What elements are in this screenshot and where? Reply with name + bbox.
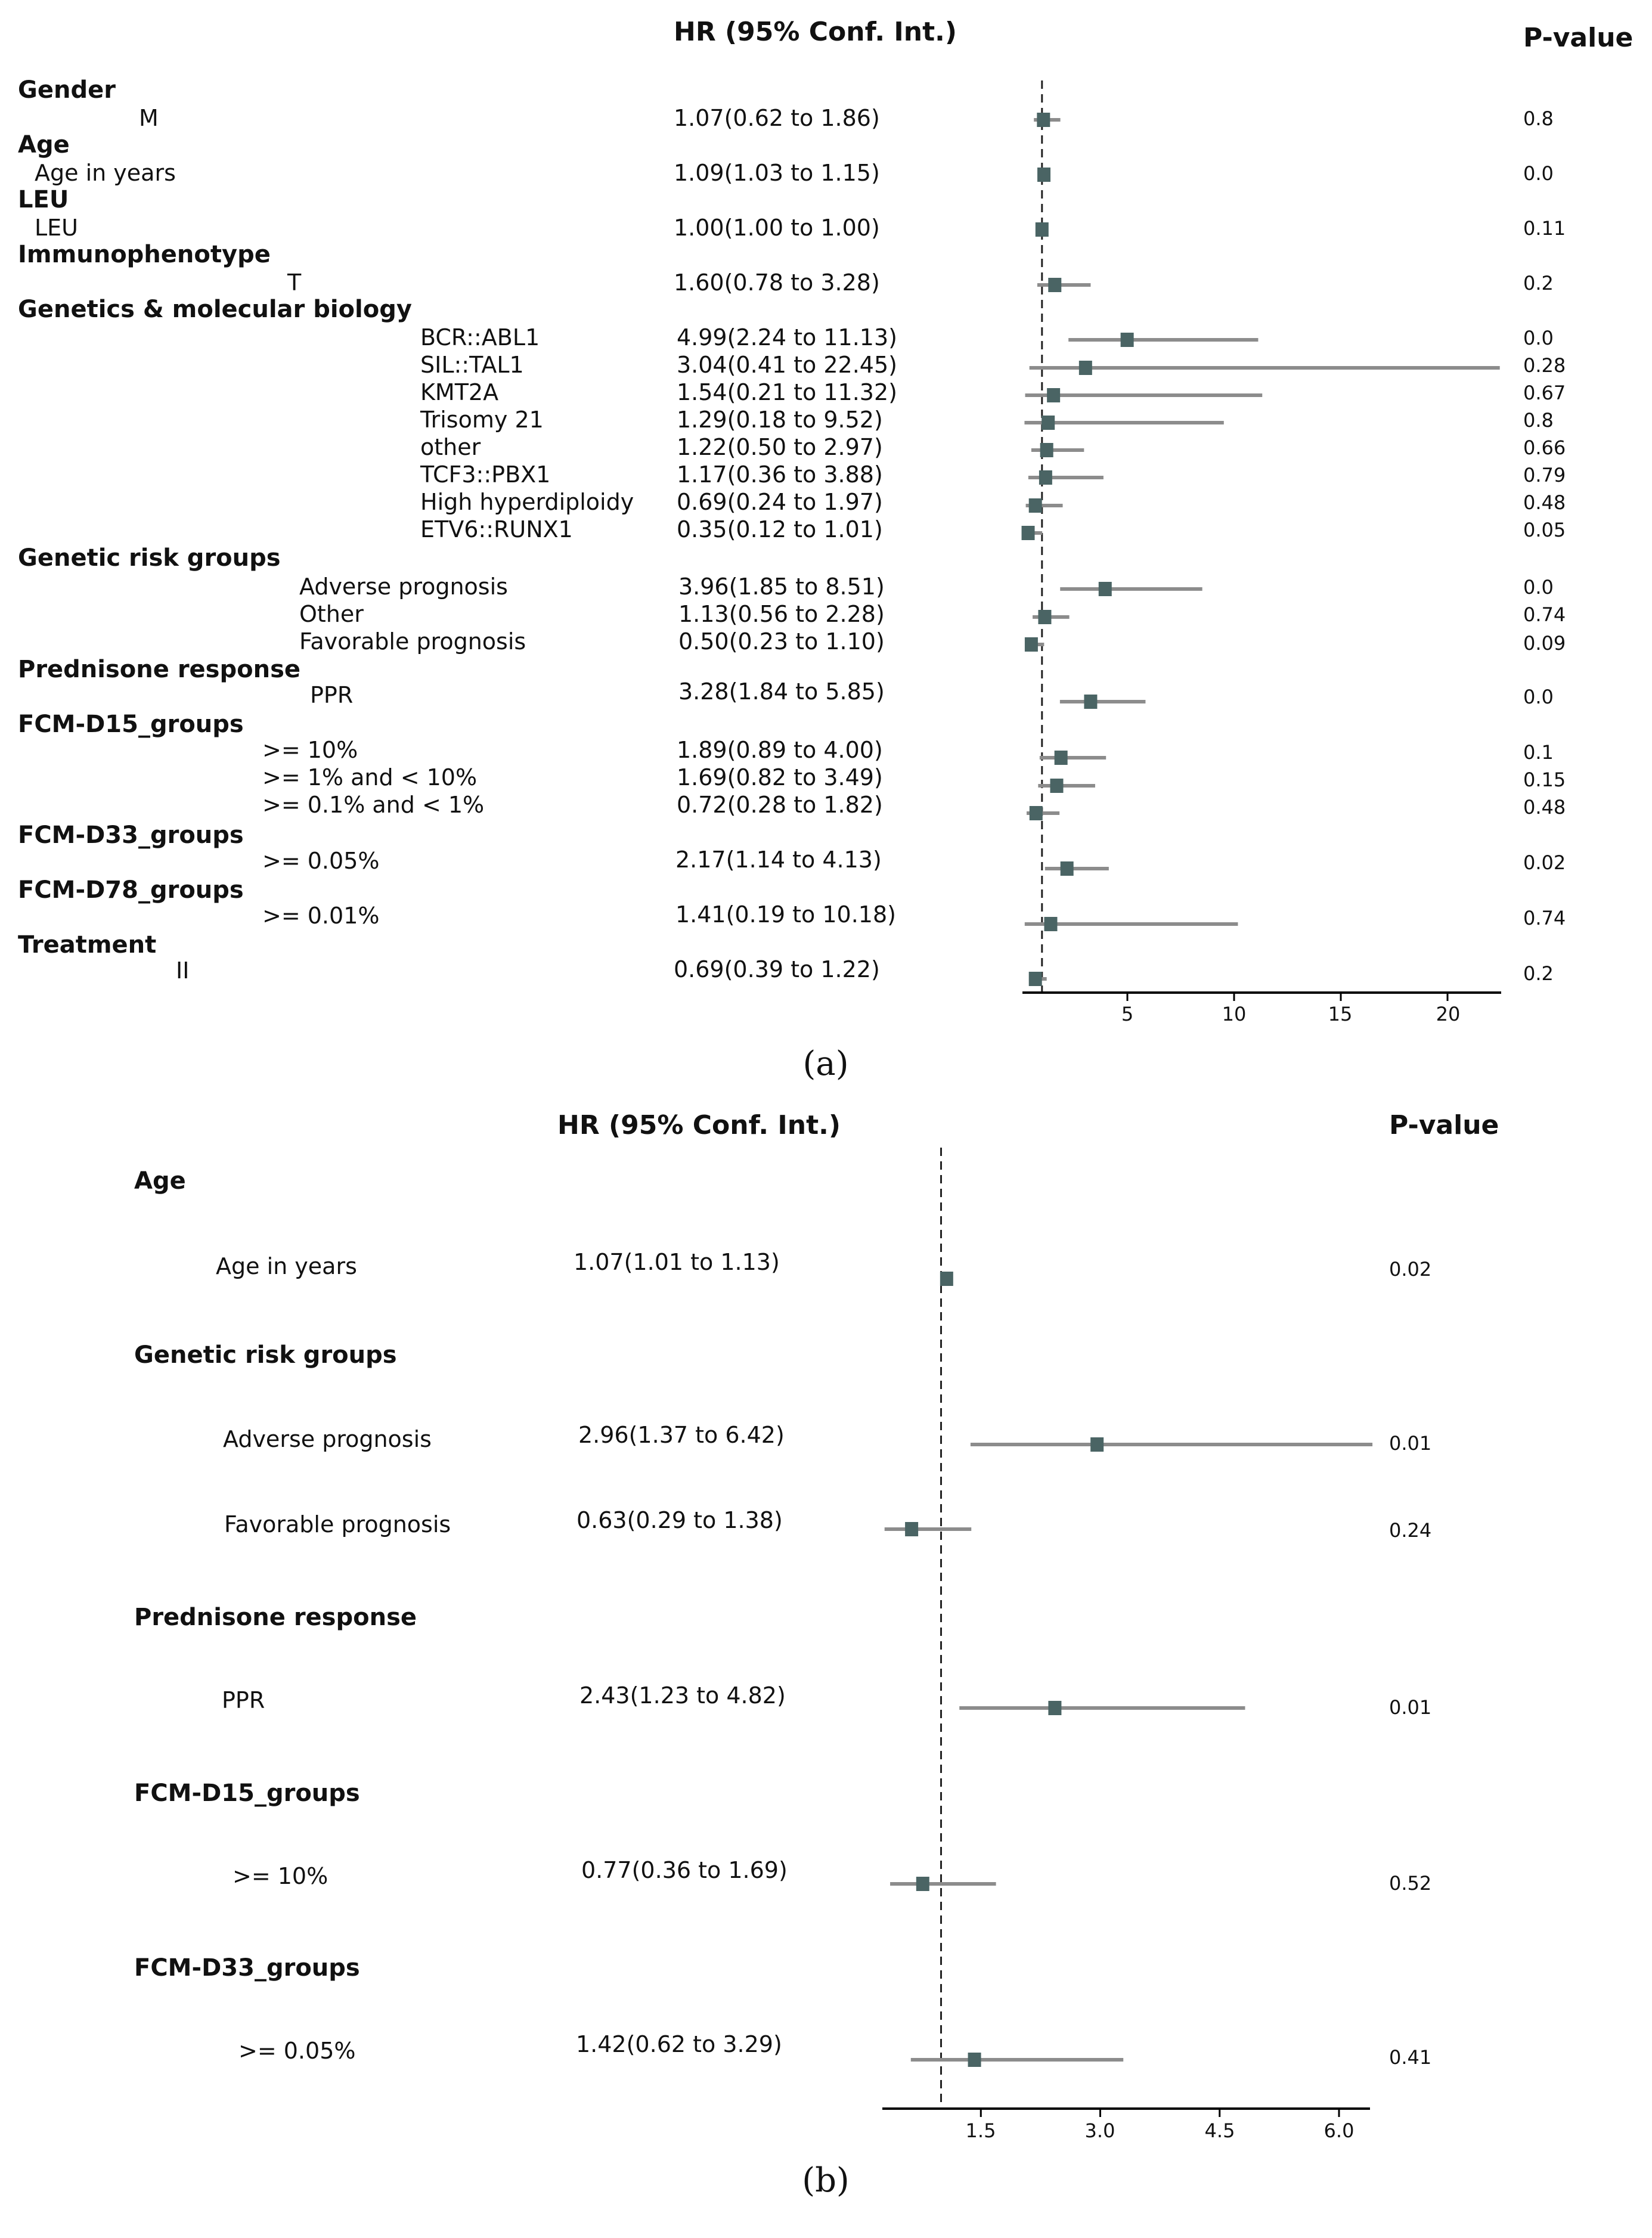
p-value: 0.66 bbox=[1523, 436, 1566, 459]
x-tick-label: 20 bbox=[1436, 1003, 1461, 1025]
row-label: >= 0.05% bbox=[238, 2038, 356, 2064]
row-label: >= 10% bbox=[262, 737, 358, 763]
row-label: T bbox=[287, 269, 302, 296]
hr-value: 2.43(1.23 to 4.82) bbox=[579, 1682, 786, 1709]
hr-value: 0.77(0.36 to 1.69) bbox=[581, 1857, 788, 1883]
row-label: ETV6::RUNX1 bbox=[420, 516, 573, 543]
hr-value: 1.29(0.18 to 9.52) bbox=[677, 407, 883, 433]
row-label: KMT2A bbox=[420, 379, 499, 405]
p-value: 0.67 bbox=[1523, 382, 1566, 404]
group-header: Age bbox=[18, 131, 70, 159]
hr-value: 3.28(1.84 to 5.85) bbox=[678, 678, 885, 705]
hr-value: 1.60(0.78 to 3.28) bbox=[674, 269, 880, 296]
forest-row-marker bbox=[911, 2053, 1123, 2067]
p-value: 0.2 bbox=[1523, 962, 1554, 985]
hr-value: 1.54(0.21 to 11.32) bbox=[677, 379, 897, 405]
hr-value: 1.07(0.62 to 1.86) bbox=[674, 105, 880, 131]
hr-value: 0.69(0.24 to 1.97) bbox=[677, 489, 883, 515]
row-label: BCR::ABL1 bbox=[420, 324, 540, 351]
hr-value: 4.99(2.24 to 11.13) bbox=[677, 324, 897, 351]
hr-value: 0.50(0.23 to 1.10) bbox=[678, 628, 885, 655]
x-tick-label: 15 bbox=[1328, 1003, 1353, 1025]
pvalue-column-header: P-value bbox=[1523, 23, 1634, 53]
row-label: PPR bbox=[222, 1687, 265, 1713]
hr-value: 1.09(1.03 to 1.15) bbox=[674, 160, 880, 186]
forest-row-marker bbox=[885, 1522, 972, 1536]
p-value: 0.11 bbox=[1523, 217, 1566, 240]
row-label: High hyperdiploidy bbox=[420, 489, 634, 515]
row-label: Trisomy 21 bbox=[420, 407, 544, 433]
row-label: Favorable prognosis bbox=[299, 628, 526, 655]
hr-column-header: HR (95% Conf. Int.) bbox=[557, 1110, 841, 1140]
p-value: 0.74 bbox=[1523, 603, 1566, 626]
row-label: >= 1% and < 10% bbox=[262, 764, 478, 791]
p-value: 0.79 bbox=[1523, 464, 1566, 486]
hazard-ratio-marker bbox=[940, 1272, 953, 1286]
hr-value: 0.63(0.29 to 1.38) bbox=[577, 1507, 783, 1533]
p-value: 0.0 bbox=[1523, 686, 1554, 708]
p-value: 0.48 bbox=[1523, 796, 1566, 819]
x-tick-label: 6.0 bbox=[1324, 2119, 1355, 2142]
hr-value: 1.17(0.36 to 3.88) bbox=[677, 461, 883, 488]
hr-value: 1.69(0.82 to 3.49) bbox=[677, 764, 883, 791]
group-header: Treatment bbox=[18, 931, 157, 959]
group-header: FCM-D33_groups bbox=[134, 1954, 360, 1982]
group-header: Gender bbox=[18, 76, 116, 104]
row-label: Age in years bbox=[35, 160, 176, 186]
hr-value: 1.41(0.19 to 10.18) bbox=[675, 901, 896, 928]
p-value: 0.01 bbox=[1389, 1432, 1432, 1455]
panel-caption-b: (b) bbox=[802, 2161, 850, 2200]
p-value: 0.48 bbox=[1523, 491, 1566, 514]
hr-value: 2.96(1.37 to 6.42) bbox=[578, 1422, 785, 1448]
hazard-ratio-marker bbox=[905, 1522, 918, 1536]
row-label: Other bbox=[299, 601, 364, 627]
forest-row-marker bbox=[971, 1437, 1372, 1452]
hr-value: 3.96(1.85 to 8.51) bbox=[678, 574, 885, 600]
p-value: 0.41 bbox=[1389, 2046, 1432, 2069]
group-header: Prednisone response bbox=[134, 1604, 417, 1631]
p-value: 0.02 bbox=[1389, 1258, 1432, 1281]
row-label: >= 10% bbox=[233, 1863, 328, 1889]
forest-row-marker bbox=[940, 1272, 953, 1286]
group-header: LEU bbox=[18, 186, 69, 213]
row-label: Adverse prognosis bbox=[223, 1426, 432, 1452]
hr-value: 1.00(1.00 to 1.00) bbox=[674, 215, 880, 241]
hr-value: 1.22(0.50 to 2.97) bbox=[677, 434, 883, 460]
p-value: 0.52 bbox=[1389, 1872, 1432, 1895]
x-tick-label: 3.0 bbox=[1084, 2119, 1115, 2142]
x-tick-label: 10 bbox=[1222, 1003, 1247, 1025]
row-label: M bbox=[139, 105, 159, 131]
p-value: 0.0 bbox=[1523, 576, 1554, 599]
group-header: Genetic risk groups bbox=[18, 544, 281, 572]
p-value: 0.28 bbox=[1523, 354, 1566, 377]
hr-column-header: HR (95% Conf. Int.) bbox=[674, 17, 957, 47]
p-value: 0.8 bbox=[1523, 107, 1554, 130]
hr-value: 1.89(0.89 to 4.00) bbox=[677, 737, 883, 763]
group-header: FCM-D15_groups bbox=[134, 1780, 360, 1807]
group-header: FCM-D33_groups bbox=[18, 822, 244, 849]
row-label: SIL::TAL1 bbox=[420, 352, 524, 378]
group-header: Prednisone response bbox=[18, 656, 301, 683]
p-value: 0.0 bbox=[1523, 162, 1554, 185]
hazard-ratio-marker bbox=[968, 2053, 981, 2067]
x-tick-label: 4.5 bbox=[1204, 2119, 1235, 2142]
row-label: Favorable prognosis bbox=[224, 1511, 451, 1538]
row-label: PPR bbox=[310, 682, 354, 708]
forest-row-marker bbox=[890, 1877, 996, 1891]
group-header: Immunophenotype bbox=[18, 241, 271, 268]
group-header: Age bbox=[134, 1167, 186, 1195]
p-value: 0.1 bbox=[1523, 741, 1554, 764]
p-value: 0.2 bbox=[1523, 272, 1554, 295]
hr-value: 0.72(0.28 to 1.82) bbox=[677, 792, 883, 818]
hr-value: 0.35(0.12 to 1.01) bbox=[677, 516, 883, 543]
x-tick-label: 1.5 bbox=[965, 2119, 996, 2142]
hr-value: 3.04(0.41 to 22.45) bbox=[677, 352, 897, 378]
panel-caption-a: (a) bbox=[802, 1044, 849, 1083]
row-label: >= 0.01% bbox=[262, 903, 380, 929]
group-header: Genetics & molecular biology bbox=[18, 296, 412, 323]
p-value: 0.74 bbox=[1523, 907, 1566, 929]
group-header: Genetic risk groups bbox=[134, 1341, 397, 1369]
hr-value: 1.07(1.01 to 1.13) bbox=[574, 1249, 780, 1275]
group-header: FCM-D15_groups bbox=[18, 711, 244, 738]
hr-value: 1.42(0.62 to 3.29) bbox=[576, 2031, 782, 2057]
p-value: 0.02 bbox=[1523, 851, 1566, 874]
p-value: 0.8 bbox=[1523, 409, 1554, 432]
row-label: >= 0.05% bbox=[262, 848, 380, 874]
p-value: 0.24 bbox=[1389, 1519, 1432, 1542]
hr-value: 0.69(0.39 to 1.22) bbox=[674, 956, 880, 982]
hazard-ratio-marker bbox=[1048, 1701, 1061, 1715]
row-label: II bbox=[176, 957, 190, 984]
row-label: LEU bbox=[35, 215, 78, 241]
group-header: FCM-D78_groups bbox=[18, 876, 244, 904]
row-label: >= 0.1% and < 1% bbox=[262, 792, 485, 818]
hazard-ratio-marker bbox=[1090, 1437, 1104, 1452]
row-label: Adverse prognosis bbox=[299, 574, 508, 600]
pvalue-column-header: P-value bbox=[1389, 1110, 1499, 1140]
forest-row-marker bbox=[959, 1701, 1245, 1715]
p-value: 0.0 bbox=[1523, 327, 1554, 349]
row-label: other bbox=[420, 434, 481, 460]
row-label: Age in years bbox=[216, 1253, 357, 1279]
p-value: 0.09 bbox=[1523, 632, 1566, 655]
p-value: 0.15 bbox=[1523, 768, 1566, 791]
row-label: TCF3::PBX1 bbox=[420, 461, 551, 488]
hr-value: 2.17(1.14 to 4.13) bbox=[675, 847, 882, 873]
hr-value: 1.13(0.56 to 2.28) bbox=[678, 601, 885, 627]
p-value: 0.05 bbox=[1523, 519, 1566, 541]
x-tick-label: 5 bbox=[1121, 1003, 1134, 1025]
hazard-ratio-marker bbox=[916, 1877, 929, 1891]
p-value: 0.01 bbox=[1389, 1696, 1432, 1719]
